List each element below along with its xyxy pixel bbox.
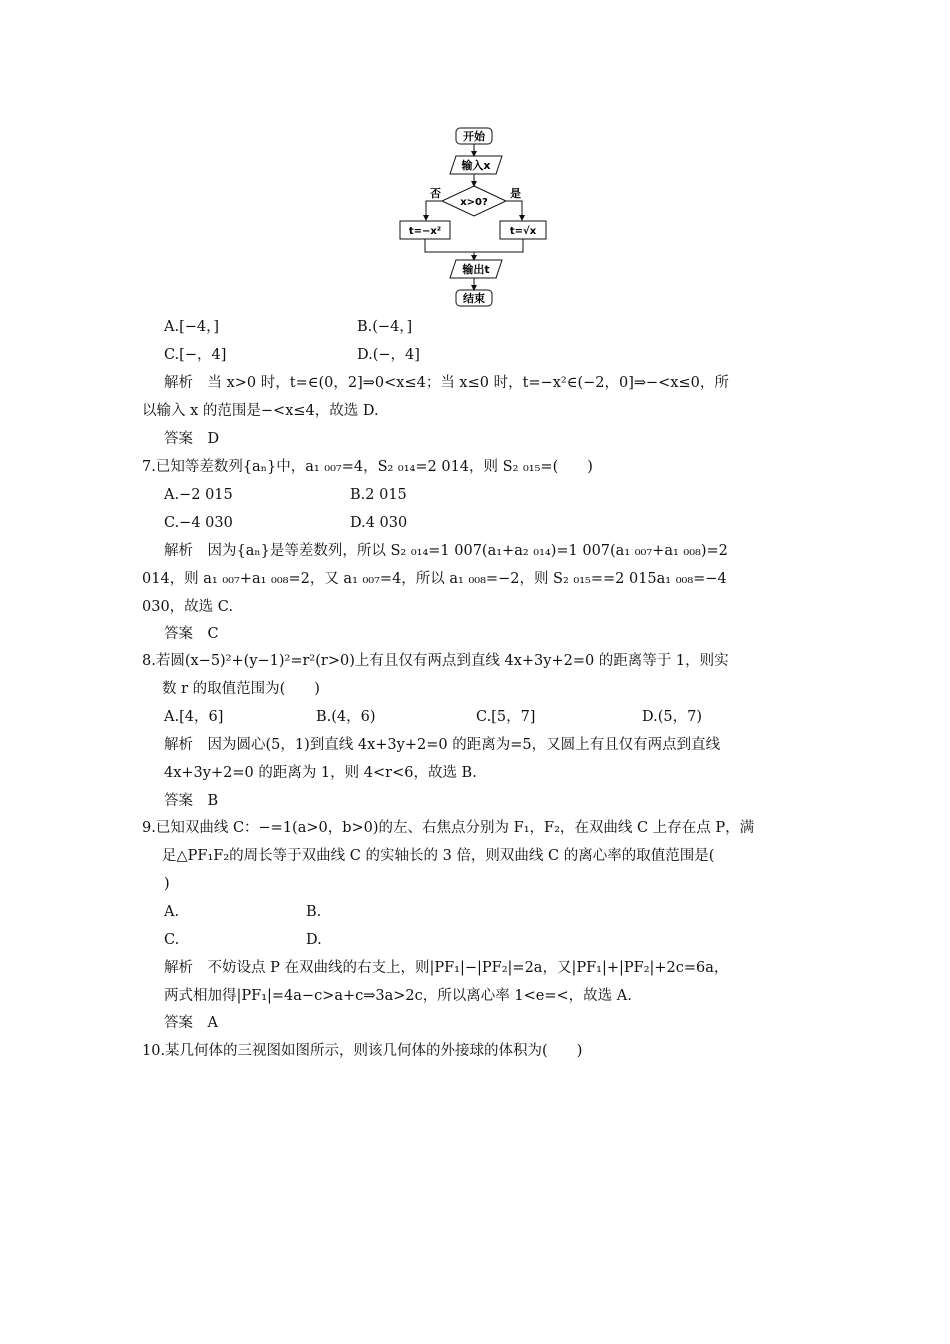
q6-answer: 答案 D <box>164 431 220 447</box>
q6-option-d: D.(−，4] <box>357 347 420 363</box>
q9-answer: 答案 A <box>164 1015 218 1031</box>
q7-option-d: D.4 030 <box>350 515 408 531</box>
q6-option-c: C.[−，4] <box>164 347 227 363</box>
q6-option-b: B.(−4，] <box>357 319 413 335</box>
q9-stem-line-3: ) <box>164 876 170 892</box>
q7-answer: 答案 C <box>164 626 219 642</box>
q7-analysis-line-1: 解析 因为{aₙ}是等差数列，所以 S₂ ₀₁₄=1 007(a₁+a₂ ₀₁₄)=1 007(a₁ ₀₀₇+a₁ ₀₀₈)=2 <box>164 543 728 559</box>
q9-option-b: B. <box>306 904 322 920</box>
q9-analysis-line-1: 解析 不妨设点 P 在双曲线的右支上，则|PF₁|−|PF₂|=2a，又|PF₁|+|PF₂|+2c=6a， <box>164 960 729 976</box>
q9-analysis-line-2: 两式相加得|PF₁|=4a−c>a+c⇒3a>2c，所以离心率 1<e=<，故选 A. <box>164 988 632 1004</box>
q6-option-a: A.[−4，] <box>164 319 220 335</box>
q8-analysis-line-2: 4x+3y+2=0 的距离为 1，则 4<r<6，故选 B. <box>164 765 477 781</box>
q7-analysis-line-2: 014，则 a₁ ₀₀₇+a₁ ₀₀₈=2，又 a₁ ₀₀₇=4，所以 a₁ ₀₀₈=−2，则 S₂ ₀₁₅==2 015a₁ ₀₀₈=−4 <box>142 571 727 587</box>
flowchart-condition-text: x>0? <box>460 197 488 208</box>
q8-option-a: A.[4，6] <box>164 709 224 725</box>
q6-analysis-line-2: 以输入 x 的范围是−<x≤4，故选 D. <box>142 403 379 419</box>
q6-analysis-line-1: 解析 当 x>0 时，t=∈(0，2]⇒0<x≤4；当 x≤0 时，t=−x²∈(−2，0]⇒−<x≤0，所 <box>164 375 729 391</box>
flowchart-yes-label: 是 <box>510 187 521 200</box>
q8-analysis-line-1: 解析 因为圆心(5，1)到直线 4x+3y+2=0 的距离为=5，又圆上有且仅有两点到直线 <box>164 737 721 753</box>
flowchart-left-text: t=−x² <box>408 226 442 237</box>
flowchart-no-label: 否 <box>430 187 441 200</box>
flowchart-right-text: t=√x <box>509 226 537 237</box>
q9-option-c: C. <box>164 932 180 948</box>
flowchart-input-text: 输入x <box>461 159 491 172</box>
q9-option-d: D. <box>306 932 322 948</box>
q8-stem-line-1: 8.若圆(x−5)²+(y−1)²=r²(r>0)上有且仅有两点到直线 4x+3y+2=0 的距离等于 1，则实 <box>142 653 729 669</box>
q8-option-d: D.(5，7) <box>642 709 702 725</box>
q8-answer: 答案 B <box>164 793 219 809</box>
q7-stem: 7.已知等差数列{aₙ}中，a₁ ₀₀₇=4，S₂ ₀₁₄=2 014，则 S₂ ₀₁₅=( ) <box>142 459 593 475</box>
q9-stem-line-1: 9.已知双曲线 C：−=1(a>0，b>0)的左、右焦点分别为 F₁，F₂，在双曲线 C 上存在点 P，满 <box>142 820 755 836</box>
flowchart-end-text: 结束 <box>463 292 485 305</box>
q7-option-a: A.−2 015 <box>164 487 233 503</box>
flowchart-start-text: 开始 <box>463 130 485 143</box>
q7-analysis-line-3: 030，故选 C. <box>142 599 233 615</box>
q10-stem: 10.某几何体的三视图如图所示，则该几何体的外接球的体积为( ) <box>142 1043 583 1059</box>
q7-option-b: B.2 015 <box>350 487 407 503</box>
flowchart <box>398 124 554 310</box>
q8-option-b: B.(4，6) <box>316 709 376 725</box>
flowchart-output-text: 输出t <box>462 263 490 276</box>
q8-option-c: C.[5，7] <box>476 709 536 725</box>
q8-stem-line-2: 数 r 的取值范围为( ) <box>162 681 320 697</box>
q7-option-c: C.−4 030 <box>164 515 233 531</box>
q9-option-a: A. <box>164 904 180 920</box>
q9-stem-line-2: 足△PF₁F₂的周长等于双曲线 C 的实轴长的 3 倍，则双曲线 C 的离心率的取值范围是( <box>162 848 715 864</box>
